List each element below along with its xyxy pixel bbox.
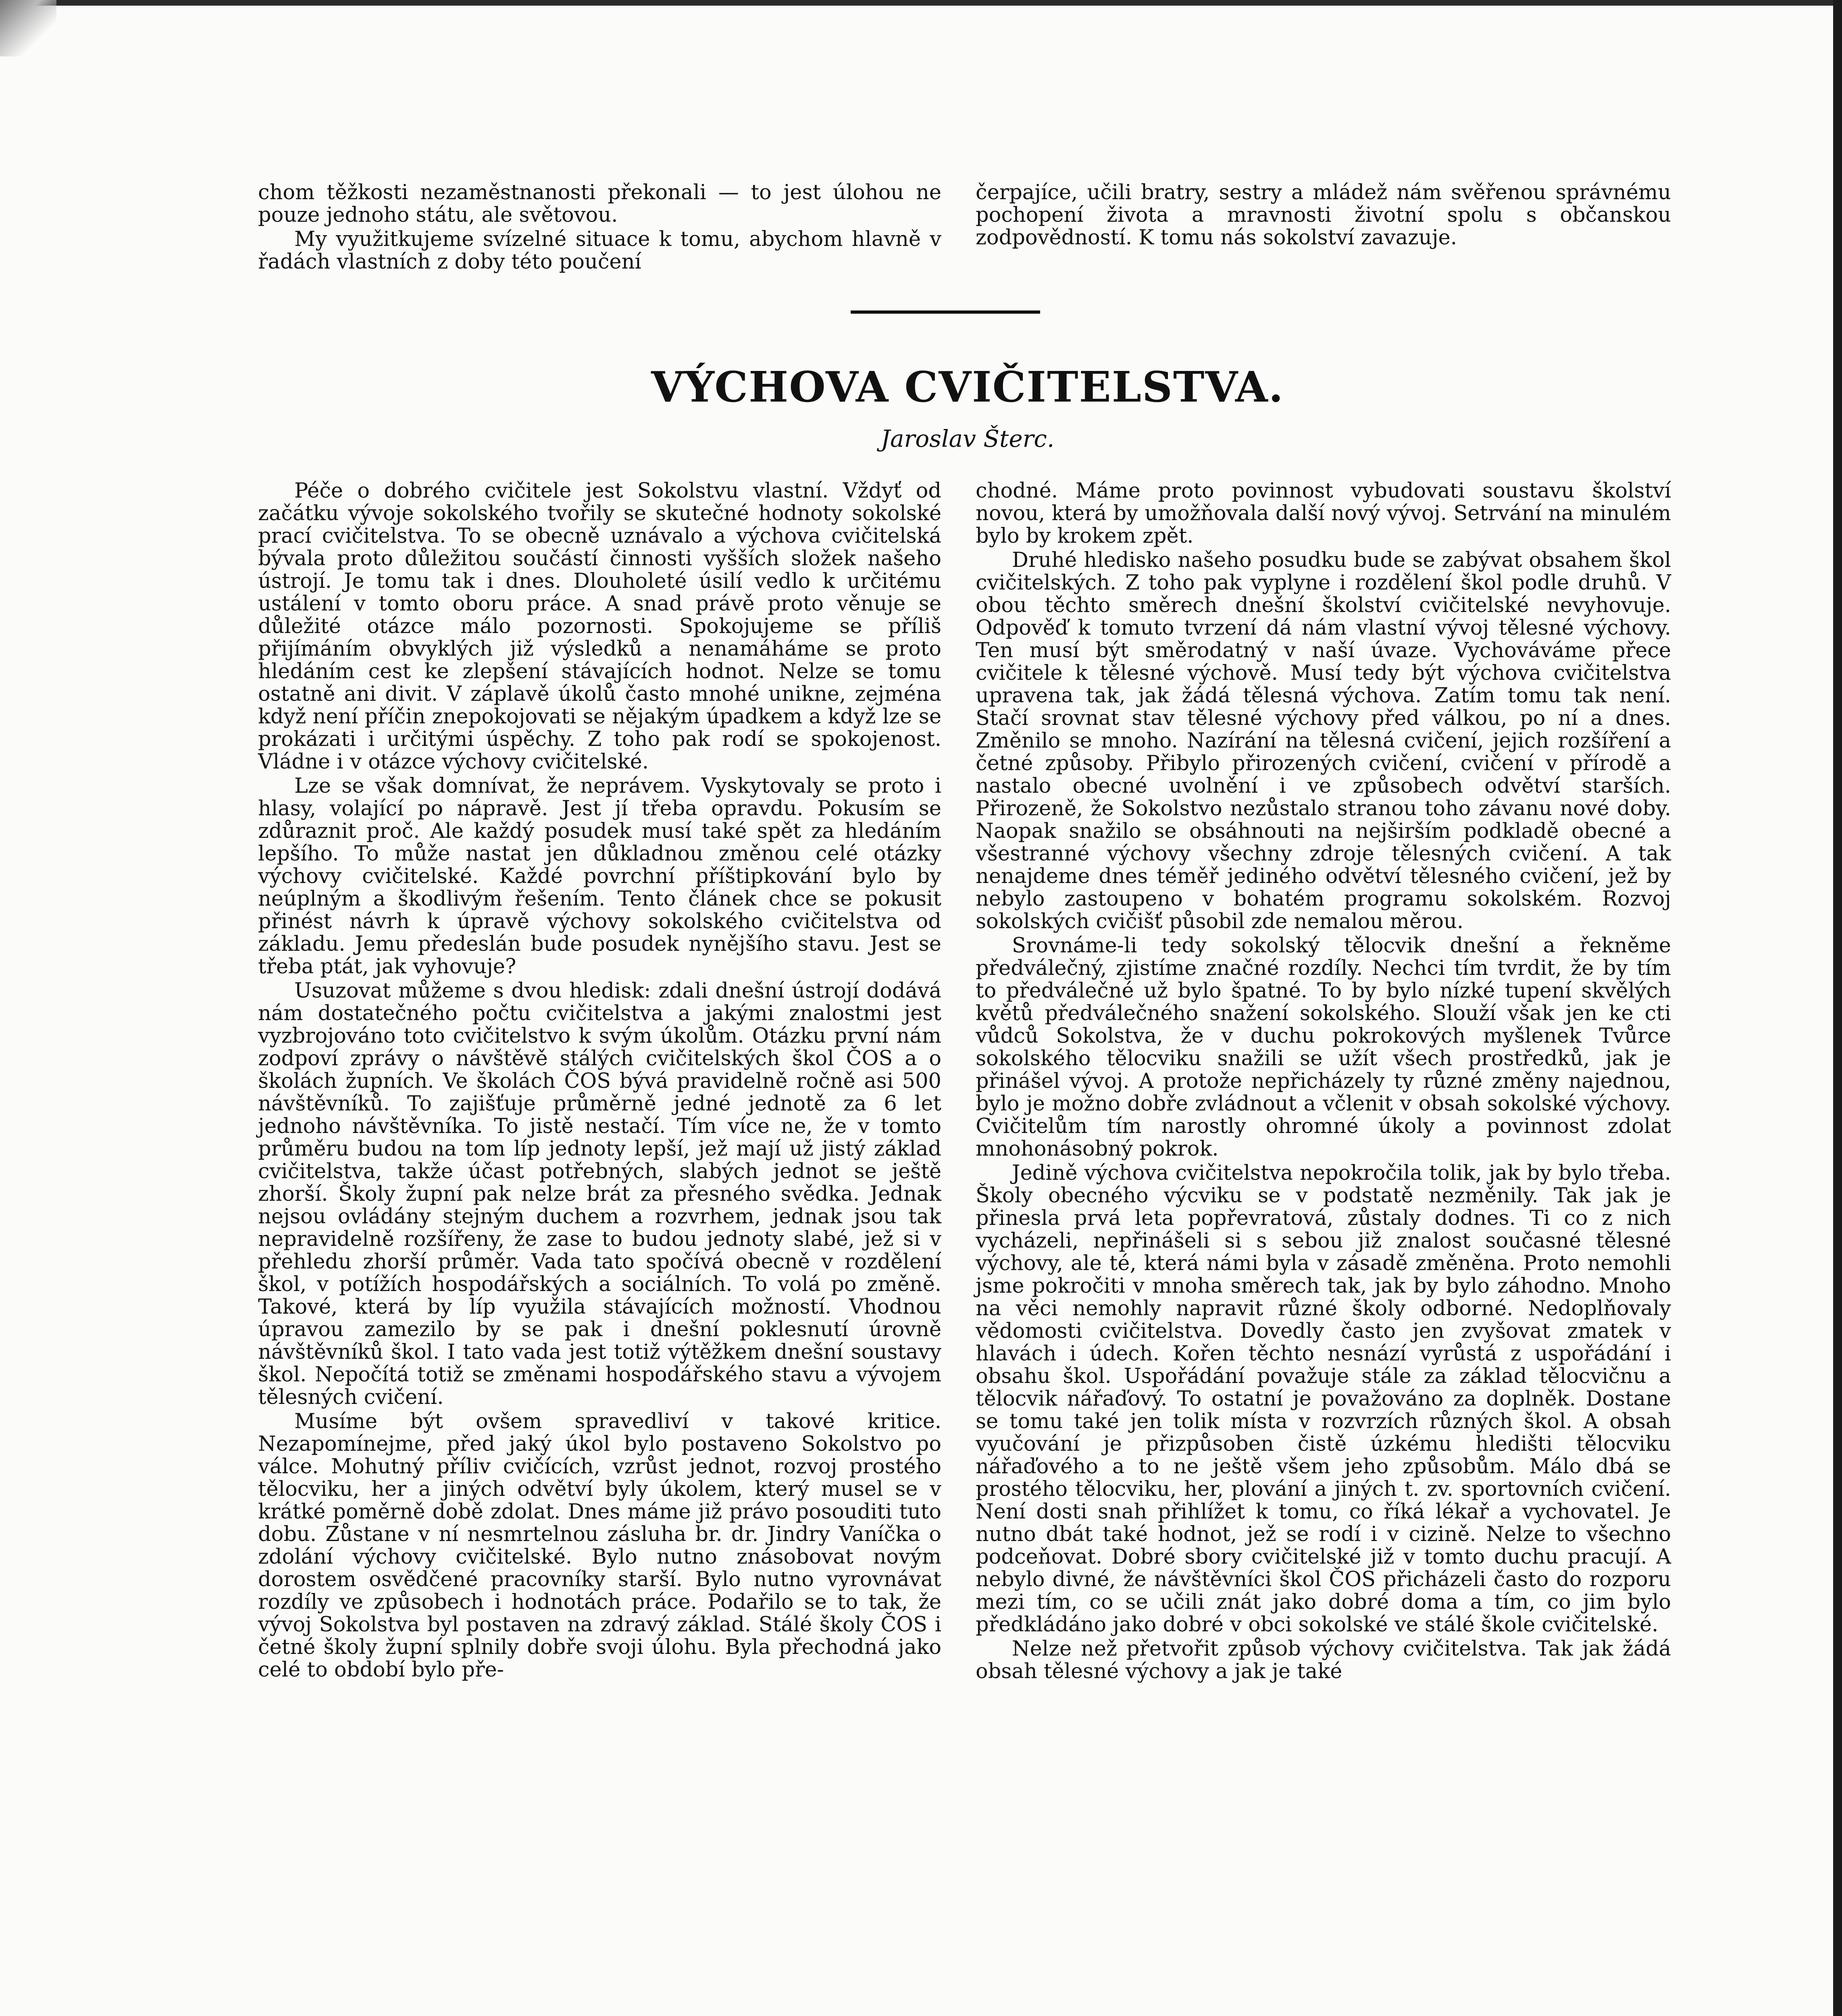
intro-paragraph: čerpajíce, učili bratry, sestry a mládež nám svěřenou správnému pochopení života a mravnosti životní spolu s občanskou zodpovědností. K tomu nás sokolství zavazuje. bbox=[976, 181, 1671, 250]
article-column-left bbox=[258, 480, 941, 1681]
article-paragraph: Lze se však domnívat, že neprávem. Vyskytovaly se proto i hlasy, volající po nápravě. Jest jí třeba opravdu. Pokusím se zdůraznit proč. Ale každý posudek musí také spět za hledáním lepšího. To může nastat jen důkladnou změnou celé otázky výchovy cvičitelské. Každé povrchní příštipkování bylo by neúplným a škodlivým řešením. Tento článek chce se pokusit přinést návrh k úpravě výchovy sokolského cvičitelstva od základu. Jemu předeslán bude posudek nynějšího stavu. Jest se třeba ptát, jak vyhovuje? bbox=[258, 774, 941, 979]
scan-corner-shadow bbox=[0, 0, 56, 56]
article-author: Jaroslav Šterc. bbox=[880, 425, 1055, 452]
article-paragraph: Druhé hledisko našeho posudku bude se zabývat obsahem škol cvičitelských. Z toho pak vyplyne i rozdělení škol podle druhů. V obou těchto směrech dnešní školství cvičitelské nevyhovuje. Odpověď k tomuto tvrzení dá nám vlastní vývoj tělesné výchovy. Ten musí být směrodatný v naší úvaze. Vychováváme přece cvičitele k tělesné výchově. Musí tedy být výchova cvičitelstva upravena tak, jak žádá tělesná výchova. Zatím tomu tak není. Stačí srovnat stav tělesné výchovy před válkou, po ní a dnes. Změnilo se mnoho. Nazírání na tělesná cvičení, jejich rozšíření a četné způsoby. Přibylo přirozených cvičení, cvičení v přírodě a nastalo obecné uvolnění i ve způsobech odvětví starších. Přirozeně, že Sokolstvo nezůstalo stranou toho závanu nové doby. Naopak snažilo se obsáhnouti na nejširším podkladě obecné a všestranné výchovy všechny zdroje tělesných cvičení. A tak nenajdeme dnes téměř jediného odvětví tělesného cvičení, jež by nebylo zastoupeno v bohatém programu sokolském. Rozvoj sokolských cvičišť působil zde nemalou měrou. bbox=[976, 548, 1671, 933]
article-paragraph: Srovnáme-li tedy sokolský tělocvik dnešní a řekněme předválečný, zjistíme značné rozdíly. Nechci tím tvrdit, že by tím to předválečné už bylo špatné. To by bylo nízké tupení skvělých květů předválečného snažení sokolského. Slouží však jen ke cti vůdců Sokolstva, že v duchu pokrokových myšlenek Tvůrce sokolského tělocviku snažili se užít všech prostředků, jak je přinášel vývoj. A protože nepřicházely ty různé změny najednou, bylo je možno dobře zvládnout a včlenit v obsah sokolské výchovy. Cvičitelům tím narostly ohromné úkoly a povinnost zdolat mnohonásobný pokrok. bbox=[976, 934, 1671, 1161]
scan-edge-right bbox=[1833, 0, 1842, 2016]
article-paragraph: chodné. Máme proto povinnost vybudovati soustavu školství novou, která by umožňovala další nový vývoj. Setrvání na minulém bylo by krokem zpět. bbox=[976, 479, 1671, 548]
intro-column-right bbox=[976, 181, 1671, 249]
intro-paragraph: My využitkujeme svízelné situace k tomu, abychom hlavně v řadách vlastních z doby této poučení bbox=[258, 227, 941, 274]
article-paragraph: Usuzovat můžeme s dvou hledisk: zdali dnešní ústrojí dodává nám dostatečného počtu cvičitelstva a jakými znalostmi jest vyzbrojováno toto cvičitelstvo k svým úkolům. Otázku první nám zodpoví zprávy o návštěvě stálých cvičitelských škol ČOS a o školách župních. Ve školách ČOS bývá pravidelně ročně asi 500 návštěvníků. To zajišťuje průměrně jedné jednotě za 6 let jednoho návštěvníka. To jistě nestačí. Tím více ne, že v tomto průměru budou na tom líp jednoty lepší, jež mají už jistý základ cvičitelstva, takže účast potřebných, slabých jednot se ještě zhorší. Školy župní pak nelze brát za přesného svědka. Jednak nejsou ovládány stejným duchem a rozvrhem, jednak jsou tak nepravidelně rozšířeny, že zase to budou jednoty slabé, jež si v přehledu zhorší průměr. Vada tato spočívá obecně v rozdělení škol, v potížích hospodářských a sociálních. To volá po změně. Takové, která by líp využila stávajících možností. Vhodnou úpravou zamezilo by se pak i dnešní poklesnutí úrovně návštěvníků škol. I tato vada jest totiž výtěžkem dnešní soustavy škol. Nepočítá totiž se změnami hospodářského stavu a vývojem tělesných cvičení. bbox=[258, 979, 941, 1409]
scan-edge-top bbox=[0, 0, 1842, 6]
article-paragraph: Musíme být ovšem spravedliví v takové kritice. Nezapomínejme, před jaký úkol bylo postaveno Sokolstvo po válce. Mohutný příliv cvičících, vzrůst jednot, rozvoj prostého tělocviku, her a jiných odvětví byly úkolem, který musel se v krátké poměrně době zdolat. Dnes máme již právo posouditi tuto dobu. Zůstane v ní nesmrtelnou zásluha br. dr. Jindry Vaníčka o zdolání výchovy cvičitelské. Bylo nutno znásobovat novým dorostem osvědčené pracovníky starší. Bylo nutno vyrovnávat rozdíly ve způsobech i hodnotách práce. Podařilo se to tak, že vývoj Sokolstva byl postaven na zdravý základ. Stálé školy ČOS i četné školy župní splnily dobře svoji úlohu. Byla přechodná jako celé to období bylo pře- bbox=[258, 1410, 941, 1682]
article-paragraph: Nelze než přetvořit způsob výchovy cvičitelstva. Tak jak žádá obsah tělesné výchovy a jak je také bbox=[976, 1637, 1671, 1683]
intro-paragraph: chom těžkosti nezaměstnanosti překonali — to jest úlohou ne pouze jednoho státu, ale světovou. bbox=[258, 181, 941, 227]
article-column-right bbox=[976, 480, 1671, 1683]
article-paragraph: Jedině výchova cvičitelstva nepokročila tolik, jak by bylo třeba. Školy obecného výcviku se v podstatě nezměnily. Tak jak je přinesla prvá leta popřevratová, zůstaly dodnes. Ti co z nich vycházeli, nepřinášeli si s sebou již znalost současné tělesné výchovy, ale té, která námi byla v zásadě změněna. Proto nemohli jsme pokročiti v mnoha směrech tak, jak by bylo záhodno. Mnoho na věci nemohly napravit různé školy odborné. Nedoplňovaly vědomosti cvičitelstva. Dovedly často jen zvyšovat zmatek v hlavách i údech. Kořen těchto nesnází vyrůstá z uspořádání i obsahu škol. Uspořádání považuje stále za základ tělocvičnu a tělocvik nářaďový. To ostatní je považováno za doplněk. Dostane se tomu také jen tolik místa v rozvrzích různých škol. A obsah vyučování je přizpůsoben čistě úzkému hledišti tělocviku nářaďového a to ne ještě všem jeho způsobům. Málo dbá se prostého tělocviku, her, plování a jiných t. zv. sportovních cvičení. Není dosti snah přihlížet k tomu, co říká lékař a vychovatel. Je nutno dbát také hodnot, jež se rodí i v cizině. Nelze to všechno podceňovat. Dobré sbory cvičitelské již v tomto duchu pracují. A nebylo divné, že návštěvníci škol ČOS přicházeli často do rozporu mezi tím, co se učili znát jako dobré doma a tím, co jim bylo předkládáno jako dobré v obci sokolské ve stálé škole cvičitelské. bbox=[976, 1161, 1671, 1637]
intro-column-left bbox=[258, 181, 941, 273]
article-title: VÝCHOVA CVIČITELSTVA. bbox=[651, 362, 1284, 412]
section-divider bbox=[851, 310, 1040, 314]
article-paragraph: Péče o dobrého cvičitele jest Sokolstvu vlastní. Vždyť od začátku vývoje sokolského tvořily se skutečné hodnoty sokolské prací cvičitelstva. To se obecně uznávalo a výchova cvičitelská bývala proto důležitou součástí činnosti vyšších složek našeho ústrojí. Je tomu tak i dnes. Dlouholeté úsilí vedlo k určitému ustálení v tomto oboru práce. A snad právě proto věnuje se důležité otázce málo pozornosti. Spokojujeme se příliš přijímáním obvyklých již výsledků a nenamáháme se proto hledáním cest ke zlepšení stávajících hodnot. Nelze se tomu ostatně ani divit. V záplavě úkolů často mnohé unikne, zejména když není příčin znepokojovati se nějakým úpadkem a když lze se prokázati i určitými úspěchy. Z toho pak rodí se spokojenost. Vládne i v otázce výchovy cvičitelské. bbox=[258, 479, 941, 774]
